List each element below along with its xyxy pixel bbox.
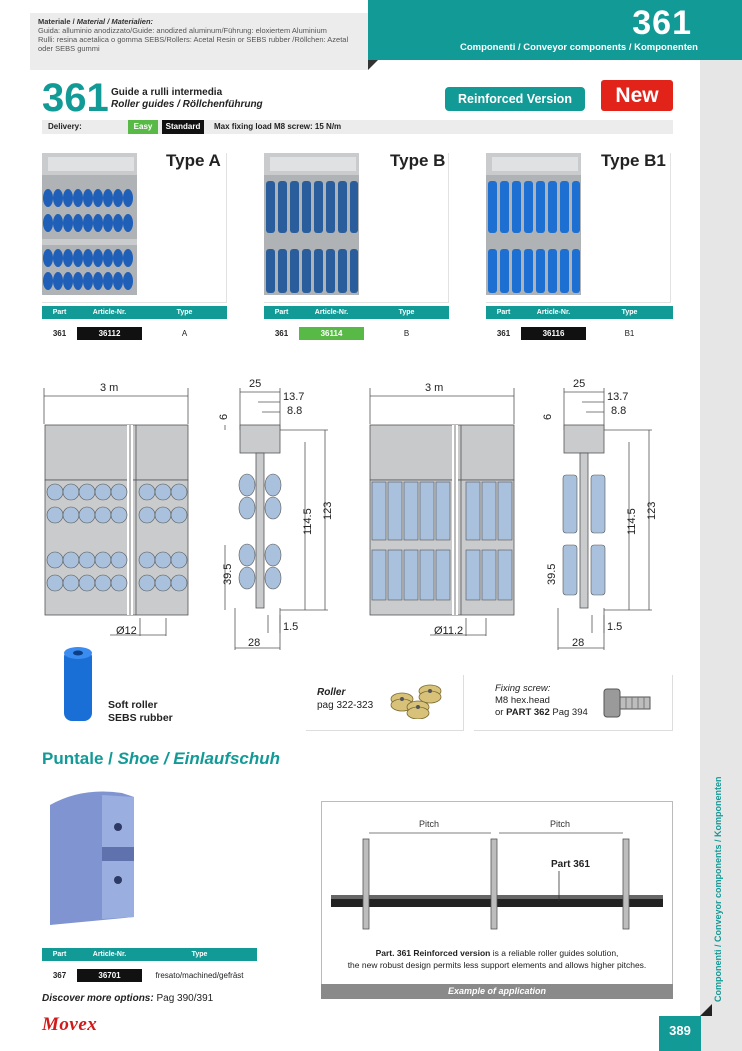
th-article: Article-Nr.	[92, 309, 127, 316]
cell-type: B	[403, 329, 410, 338]
discover-bold: Discover more options:	[42, 993, 154, 1004]
app-desc-bold: Part. 361 Reinforced version	[375, 948, 491, 958]
dim-w15-a: 1.5	[283, 621, 299, 633]
th-article: Article-Nr.	[92, 951, 127, 958]
product-number: 361	[42, 76, 109, 120]
table-row-b	[264, 327, 449, 340]
header-number: 361	[632, 4, 692, 42]
dim-w88-a: 8.8	[287, 405, 303, 417]
type-label-b: Type B	[390, 151, 446, 170]
th-part: Part	[496, 309, 511, 316]
dim-h395-a: 39.5	[222, 563, 234, 585]
dim-h395-b: 39.5	[546, 563, 558, 585]
delivery-note: Max fixing load M8 screw: 15 N/m	[214, 122, 342, 131]
technical-drawings	[30, 370, 670, 650]
roller-image	[388, 677, 446, 719]
dim-length-a: 3 m	[100, 382, 119, 394]
product-title	[111, 87, 263, 111]
fixing-screw-image	[600, 683, 658, 723]
materials-box	[30, 13, 368, 70]
new-badge: New	[601, 80, 673, 111]
th-type: Type	[176, 309, 193, 316]
fixing-line3b: PART 362	[506, 707, 550, 718]
product-title-en-de: Roller guides / Röllchenführung	[111, 99, 263, 110]
th-part: Part	[274, 309, 289, 316]
fixing-line2: M8 hex.head	[495, 695, 550, 706]
application-caption: Example of application	[321, 984, 673, 999]
th-part: Part	[52, 951, 67, 958]
discover-more	[42, 993, 213, 1004]
cell-part: 361	[274, 329, 289, 338]
dim-w25-b: 25	[573, 378, 586, 390]
th-article: Article-Nr.	[314, 309, 349, 316]
materials-corner	[368, 60, 378, 70]
soft-roller-line1: Soft roller	[108, 699, 158, 711]
type-label-a: Type A	[166, 151, 221, 170]
roller-page: pag 322-323	[317, 700, 374, 711]
table-row-a	[42, 327, 227, 340]
soft-roller-line2: SEBS rubber	[108, 712, 173, 724]
brand-logo: Movex	[42, 1014, 98, 1035]
product-image-a	[42, 153, 137, 301]
delivery-label: Delivery:	[48, 122, 82, 131]
th-type: Type	[621, 309, 638, 316]
table-header-a	[42, 306, 227, 319]
materials-line1: Guida: alluminio anodizzato/Guide: anodized aluminum/Führung: eloxiertem Aluminium	[38, 26, 327, 35]
th-type: Type	[398, 309, 415, 316]
page-corner	[700, 1004, 712, 1016]
dim-w15-b: 1.5	[607, 621, 623, 633]
dim-h1145-b: 114.5	[626, 508, 638, 535]
cell-article: 36116	[521, 327, 586, 340]
app-desc-1: is a reliable roller guides solution,	[490, 948, 619, 958]
dim-w88-b: 8.8	[611, 405, 627, 417]
cell-part: 361	[496, 329, 511, 338]
roller-title: Roller	[317, 687, 346, 698]
delivery-standard: Standard	[162, 120, 204, 134]
type-label-b1: Type B1	[601, 151, 666, 170]
side-text	[709, 776, 734, 1010]
application-diagram	[321, 801, 673, 941]
roller-ref	[317, 686, 373, 712]
pitch-label-2: Pitch	[550, 819, 571, 829]
dim-d112: Ø11.2	[434, 625, 464, 637]
part-361-label: Part 361	[551, 859, 590, 870]
dim-w28-a: 28	[248, 637, 261, 649]
cell-type: B1	[624, 329, 635, 338]
cell-article: 36112	[77, 327, 142, 340]
dim-h6-a: 6	[218, 413, 230, 420]
shoe-title	[42, 749, 280, 769]
dim-w25-a: 25	[249, 378, 262, 390]
reinforced-badge: Reinforced Version	[445, 87, 585, 111]
dim-d12: Ø12	[116, 625, 137, 637]
discover-text: Pag 390/391	[153, 993, 214, 1004]
table-header-b	[264, 306, 449, 319]
cell-part: 367	[52, 971, 67, 980]
dim-h123-a: 123	[322, 501, 334, 520]
shoe-table-header	[42, 948, 257, 961]
cell-type: A	[181, 329, 188, 338]
cell-part: 361	[52, 329, 67, 338]
product-image-b1	[486, 153, 581, 301]
fixing-line3a: or	[495, 707, 507, 718]
table-row-b1	[486, 327, 673, 340]
shoe-table-row	[42, 969, 257, 982]
fixing-line1: Fixing screw:	[495, 683, 551, 694]
pitch-label-1: Pitch	[419, 819, 440, 829]
application-description	[321, 947, 673, 971]
shoe-title-en-de: Shoe / Einlaufschuh	[117, 749, 281, 768]
dim-length-b: 3 m	[425, 382, 444, 394]
product-title-it: Guide a rulli intermedia	[111, 87, 223, 98]
cell-article: 36701	[77, 969, 142, 982]
product-image-b	[264, 153, 359, 301]
page-number: 389	[659, 1016, 701, 1051]
soft-roller-image	[60, 645, 96, 725]
delivery-bar	[42, 120, 673, 134]
materials-line3: oder SEBS gummi	[38, 44, 100, 53]
app-desc-2: the new robust design permits less support elements and allows higher pitches.	[347, 960, 647, 970]
dim-h1145-a: 114.5	[302, 508, 314, 535]
dim-h6-b: 6	[542, 413, 554, 420]
dim-w137-a: 13.7	[283, 391, 305, 403]
side-text-label: Componenti / Conveyor components / Komponenten	[713, 776, 723, 1002]
materials-heading-a: Materiale /	[38, 17, 77, 26]
header-subtitle: Componenti / Conveyor components / Komponenten	[459, 42, 698, 53]
th-part: Part	[52, 309, 67, 316]
dim-h123-b: 123	[646, 501, 658, 520]
materials-line2: Rulli: resina acetalica o gomma SEBS/Rollers: Acetal Resin or SEBS rubber /Röllchen: Azetal	[38, 35, 349, 44]
th-article: Article-Nr.	[536, 309, 571, 316]
dim-w28-b: 28	[572, 637, 585, 649]
dim-w137-b: 13.7	[607, 391, 629, 403]
materials-heading-b: Material / Materialien:	[76, 17, 154, 26]
delivery-easy: Easy	[128, 120, 158, 134]
shoe-title-it: Puntale /	[42, 749, 118, 768]
soft-roller-label	[108, 699, 173, 725]
cell-article: 36114	[299, 327, 364, 340]
cell-type: fresato/machined/gefräst	[155, 971, 244, 980]
table-header-b1	[486, 306, 673, 319]
fixing-line3c: Pag 394	[549, 707, 588, 718]
fixing-ref	[495, 683, 588, 719]
th-type: Type	[191, 951, 208, 958]
shoe-image	[42, 785, 142, 930]
